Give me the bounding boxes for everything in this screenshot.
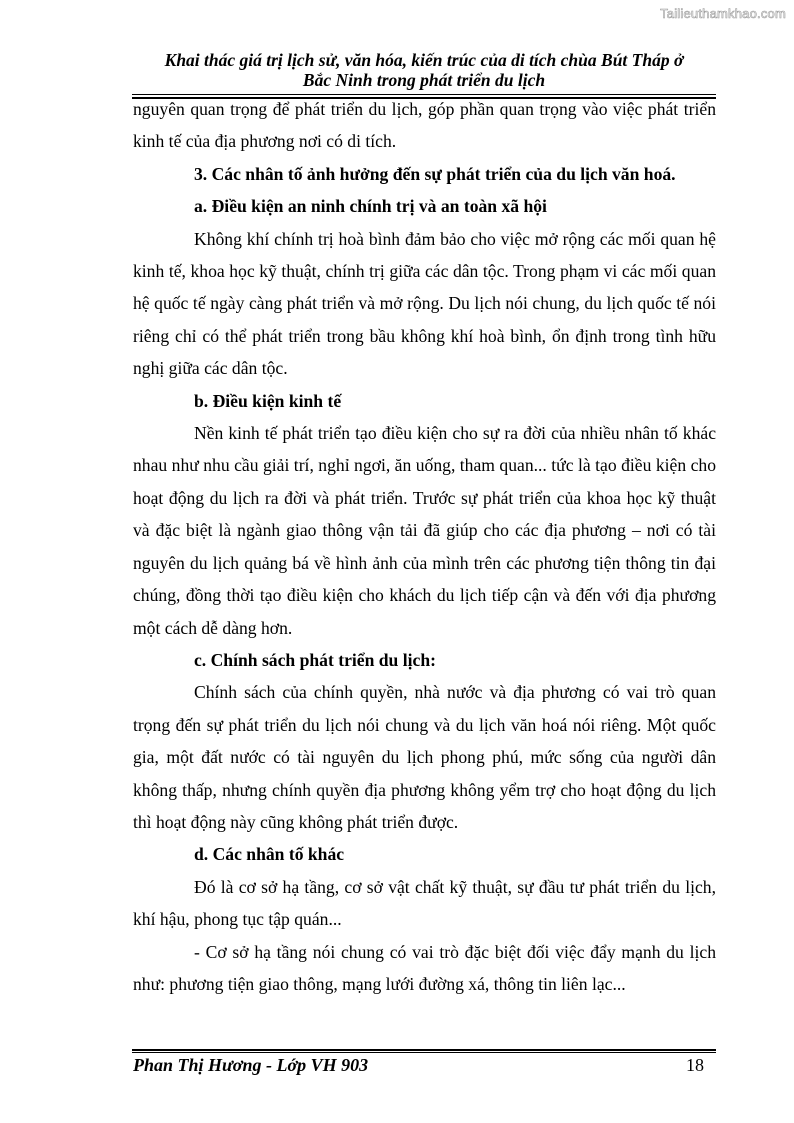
footer-divider-thick — [132, 1049, 716, 1051]
footer-author: Phan Thị Hương - Lớp VH 903 — [133, 1055, 369, 1075]
header-title-line2: Bắc Ninh trong phát triển du lịch — [302, 70, 546, 90]
subheading-d: d. Các nhân tố khác — [194, 844, 345, 865]
footer-divider — [132, 1052, 716, 1053]
section-heading-3: 3. Các nhân tố ảnh hưởng đến sự phát triển của du lịch văn hoá. — [194, 163, 676, 184]
subheading-c: c. Chính sách phát triển du lịch: — [194, 649, 436, 670]
running-header — [132, 50, 716, 90]
subheading-a: a. Điều kiện an ninh chính trị và an toàn xã hội — [194, 196, 547, 217]
paragraph-c: Chính sách của chính quyền, nhà nước và địa phương có vai trò quan trọng đến sự phát triển du lịch nói chung và du lịch văn hoá nói riêng. Một quốc gia, một đất nước có tài nguyên du lịch phong phú, mức sống của người dân không thấp, nhưng chính quyền địa phương không yểm trợ cho hoạt động du lịch thì hoạt động này cũng không phát triển được. — [133, 682, 716, 832]
paragraph-d: Đó là cơ sở hạ tầng, cơ sở vật chất kỹ thuật, sự đầu tư phát triển du lịch, khí hậu, phong tục tập quán... — [133, 876, 716, 930]
watermark: Tailieuthamkhao.com — [660, 6, 786, 21]
header-title-line1: Khai thác giá trị lịch sử, văn hóa, kiến trúc của di tích chùa Bút Tháp ở — [164, 50, 684, 70]
paragraph-e: - Cơ sở hạ tầng nói chung có vai trò đặc biệt đối việc đẩy mạnh du lịch như: phương tiện giao thông, mạng lưới đường xá, thông tin liên lạc... — [133, 941, 716, 994]
page-body — [133, 93, 716, 1000]
paragraph-b: Nền kinh tế phát triển tạo điều kiện cho sự ra đời của nhiều nhân tố khác nhau như nhu cầu giải trí, nghỉ ngơi, ăn uống, tham quan... tức là tạo điều kiện cho hoạt động du lịch ra đời và phát triển. Trước sự phát triển của khoa học kỹ thuật và đặc biệt là ngành giao thông vận tải đã giúp cho các địa phương – nơi có tài nguyên du lịch quảng bá về hình ảnh của mình trên các phương tiện thông tin đại chúng, đồng thời tạo điều kiện cho khách du lịch tiếp cận và đến với địa phương một cách dễ dàng hơn. — [133, 423, 716, 638]
paragraph-a: Không khí chính trị hoà bình đảm bảo cho việc mở rộng các mối quan hệ kinh tế, khoa học kỹ thuật, chính trị giữa các dân tộc. Trong phạm vi các mối quan hệ quốc tế ngày càng phát triển và mở rộng. Du lịch nói chung, du lịch quốc tế nói riêng chỉ có thể phát triển trong bầu không khí hoà bình, ổn định trong tình hữu nghị giữa các dân tộc. — [133, 228, 716, 379]
paragraph-continuation: nguyên quan trọng để phát triển du lịch, góp phần quan trọng vào việc phát triển kinh tế của địa phương nơi có di tích. — [133, 99, 716, 152]
subheading-b: b. Điều kiện kinh tế — [194, 390, 342, 411]
page-number: 18 — [686, 1055, 704, 1075]
